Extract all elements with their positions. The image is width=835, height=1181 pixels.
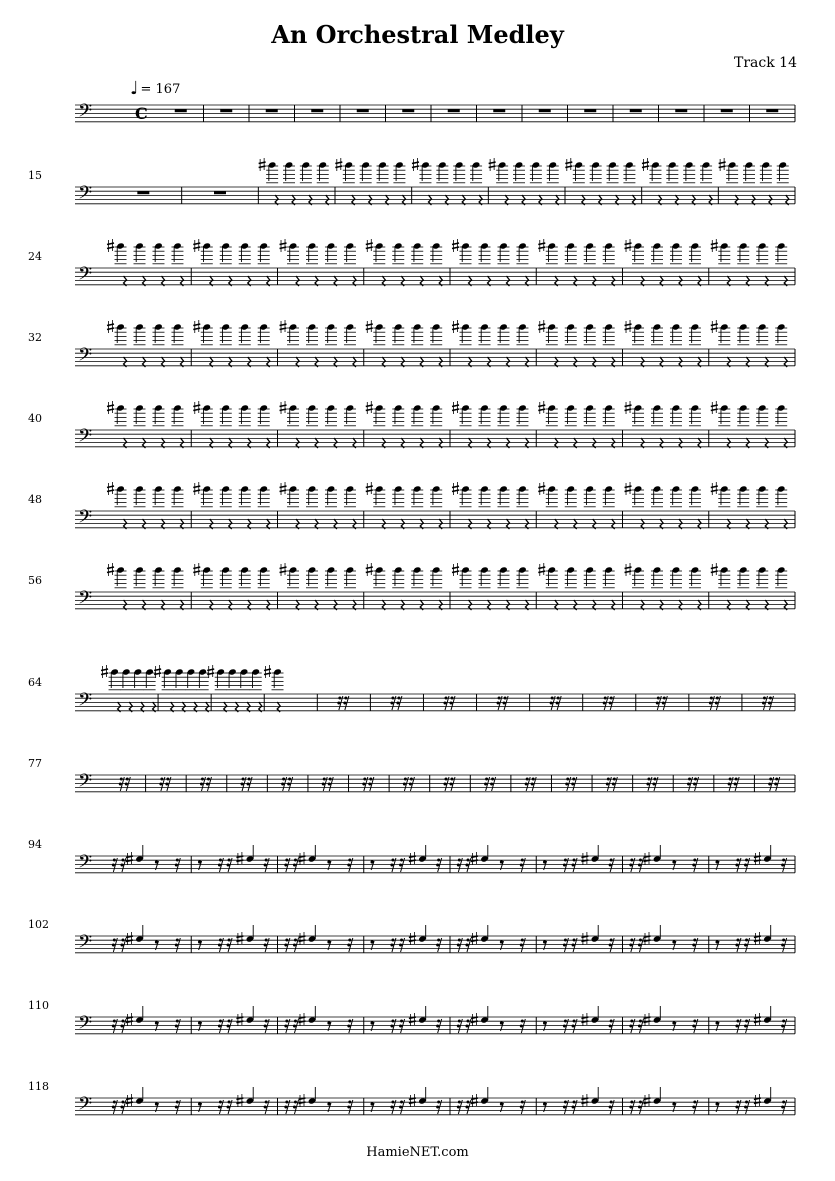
measure-number: 118 (28, 1080, 49, 1093)
staff-system (75, 845, 795, 877)
bass-clef-icon: 𝄢 (78, 426, 93, 451)
staff-system (75, 101, 795, 126)
tempo-value: = 167 (140, 81, 181, 97)
measure-number: 15 (28, 169, 42, 182)
staff-system (75, 925, 795, 957)
staff-system (75, 482, 795, 532)
bass-clef-icon: 𝄢 (78, 345, 93, 370)
staff-system (75, 665, 795, 715)
measure-number: 56 (28, 574, 42, 587)
staff-system (75, 771, 795, 796)
staff-system (75, 158, 795, 208)
quarter-note-icon: ♩ (130, 78, 139, 99)
measure-number: 77 (28, 757, 42, 770)
bass-clef-icon: 𝄢 (78, 690, 93, 715)
staff-system (75, 1087, 795, 1119)
common-time-signature: C (135, 104, 148, 123)
bass-clef-icon: 𝄢 (78, 932, 93, 957)
bass-clef-icon: 𝄢 (78, 264, 93, 289)
measure-number: 40 (28, 412, 42, 425)
staff-system (75, 1006, 795, 1038)
measure-number: 94 (28, 838, 42, 851)
staff-system (75, 563, 795, 613)
measure-number: 110 (28, 999, 49, 1012)
track-label: Track 14 (734, 55, 797, 71)
bass-clef-icon: 𝄢 (78, 1094, 93, 1119)
staff-system (75, 320, 795, 370)
bass-clef-icon: 𝄢 (78, 588, 93, 613)
bass-clef-icon: 𝄢 (78, 852, 93, 877)
staff-system (75, 401, 795, 451)
staff-system (75, 239, 795, 289)
bass-clef-icon: 𝄢 (78, 183, 93, 208)
footer-credit[interactable]: HamieNET.com (366, 1145, 469, 1160)
bass-clef-icon: 𝄢 (78, 101, 93, 126)
measure-number: 64 (28, 676, 42, 689)
bass-clef-icon: 𝄢 (78, 1013, 93, 1038)
bass-clef-icon: 𝄢 (78, 771, 93, 796)
measure-number: 102 (28, 918, 49, 931)
bass-clef-icon: 𝄢 (78, 507, 93, 532)
measure-number: 24 (28, 250, 42, 263)
score-title: An Orchestral Medley (271, 20, 564, 49)
measure-number: 32 (28, 331, 42, 344)
measure-number: 48 (28, 493, 42, 506)
